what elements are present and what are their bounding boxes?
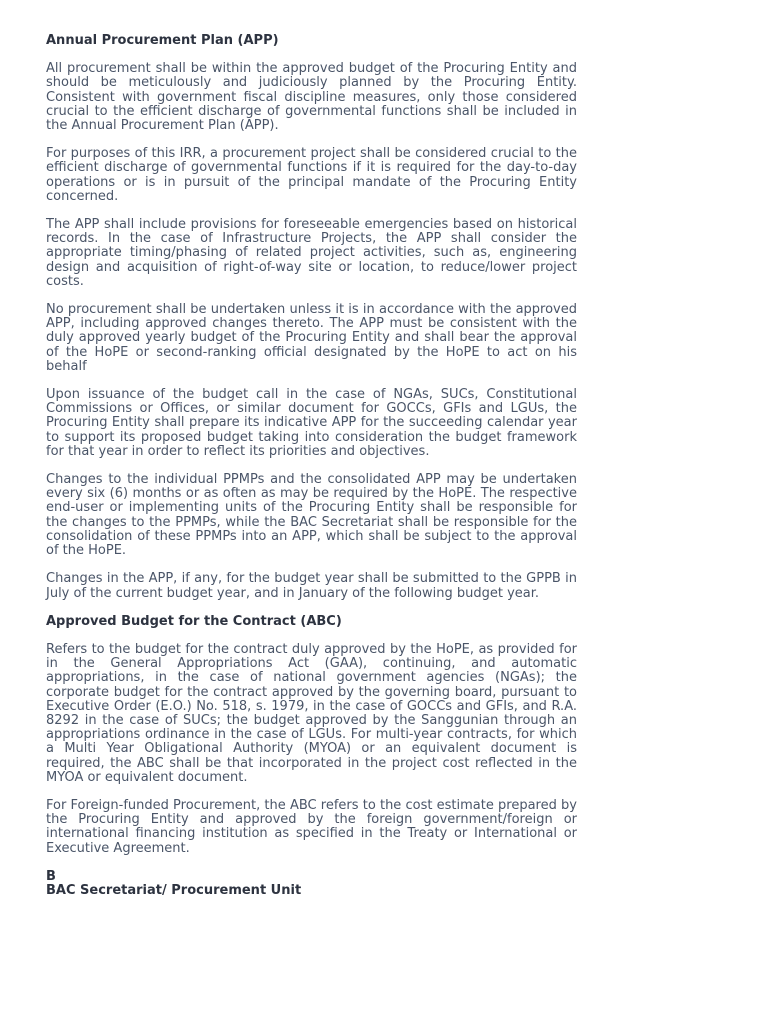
- document-page: [46, 34, 577, 898]
- paragraph-app-3: The APP shall include provisions for foreseeable emergencies based on historical records. In the case of Infrastructure Projects, the APP shall consider the appropriate timing/phasing of related project activities, such as, engineering design and acquisition of right-of-way site or location, to reduce/lower project costs.: [46, 217, 577, 289]
- heading-app: Annual Procurement Plan (APP): [46, 33, 279, 48]
- paragraph-abc-1: Refers to the budget for the contract duly approved by the HoPE, as provided for in the General Appropriations Act (GAA), continuing, and automatic appropriations, in the case of national government agencies (NGAs); the corporate budget for the contract approved by the governing board, pursuant to Executive Order (E.O.) No. 518, s. 1979, in the case of GOCCs and GFIs, and R.A. 8292 in the case of SUCs; the budget approved by the Sanggunian through an appropriations ordinance in the case of LGUs. For multi-year contracts, for which a Multi Year Obligational Authority (MYOA) or an equivalent document is required, the ABC shall be that incorporated in the project cost reflected in the MYOA or equivalent document.: [46, 641, 577, 785]
- paragraph-app-1: All procurement shall be within the approved budget of the Procuring Entity and should be meticulously and judiciously planned by the Procuring Entity. Consistent with government fiscal discipline measures, only those considered crucial to the efficient discharge of governmental functions shall be included in the Annual Procurement Plan (APP).: [46, 61, 577, 134]
- paragraph-app-5: Upon issuance of the budget call in the case of NGAs, SUCs, Constitutional Commissions or Offices, or similar document for GOCCs, GFIs and LGUs, the Procuring Entity shall prepare its indicative APP for the succeeding calendar year to support its proposed budget taking into consideration the budget framework for that year in order to reflect its priorities and objectives.: [46, 387, 577, 459]
- heading-abc: Approved Budget for the Contract (ABC): [46, 613, 342, 629]
- paragraph-app-2: For purposes of this IRR, a procurement project shall be considered crucial to the efficient discharge of governmental functions if it is required for the day-to-day operations or is in pursuit of the principal mandate of the Procuring Entity concerned.: [46, 146, 577, 204]
- paragraph-app-6: Changes to the individual PPMPs and the consolidated APP may be undertaken every six (6) months or as often as may be required by the HoPE. The respective end-user or implementing units of the Procuring Entity shall be responsible for the changes to the PPMPs, while the BAC Secretariat shall be responsible for the consolidation of these PPMPs into an APP, which shall be subject to the approval of the HoPE.: [46, 472, 577, 559]
- section-letter: B: [46, 868, 56, 884]
- paragraph-app-4: No procurement shall be undertaken unless it is in accordance with the approved APP, including approved changes thereto. The APP must be consistent with the duly approved yearly budget of the Procuring Entity and shall bear the approval of the HoPE or second-ranking official designated by the HoPE to act on his behalf: [46, 302, 577, 374]
- paragraph-app-7: Changes in the APP, if any, for the budget year shall be submitted to the GPPB in July of the current budget year, and in January of the following budget year.: [46, 571, 577, 601]
- heading-bac-secretariat: BAC Secretariat/ Procurement Unit: [46, 882, 302, 898]
- paragraph-abc-2: For Foreign-funded Procurement, the ABC refers to the cost estimate prepared by the Procuring Entity and approved by the foreign government/foreign or international financing institution as specified in the Treaty or International or Executive Agreement.: [46, 797, 577, 856]
